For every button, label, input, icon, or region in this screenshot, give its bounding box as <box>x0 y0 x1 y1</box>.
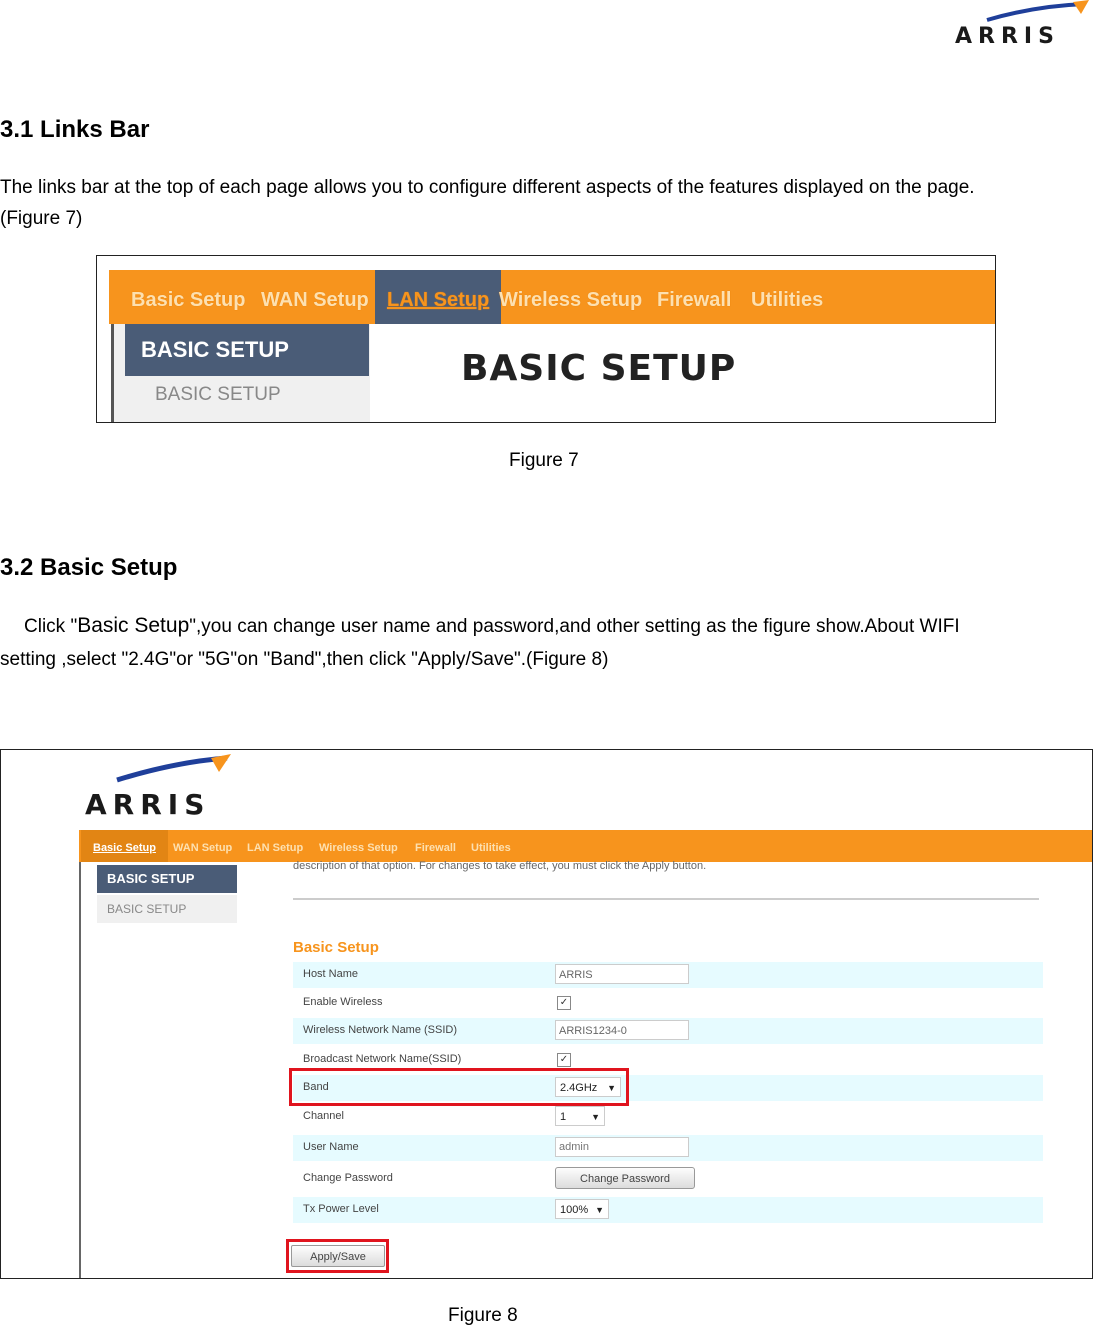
row-change-password <box>293 1166 1043 1192</box>
ssid-label: Wireless Network Name (SSID) <box>303 1024 458 1036</box>
divider <box>293 898 1039 900</box>
channel-select-value: 1 <box>560 1111 567 1123</box>
paragraph-links-bar-line1: The links bar at the top of each page allows you to configure different aspects of the features displayed on the page. <box>0 177 975 198</box>
tab-firewall[interactable]: Firewall <box>657 289 732 311</box>
ssid-input[interactable]: ARRIS1234-0 <box>555 1020 689 1040</box>
sidebar-border <box>79 862 81 1279</box>
broadcast-ssid-label: Broadcast Network Name(SSID) <box>303 1053 462 1065</box>
arris-logo-text: ARRIS <box>955 24 1060 49</box>
change-password-label: Change Password <box>303 1172 393 1184</box>
change-password-button[interactable]: Change Password <box>555 1167 695 1189</box>
tab-wan-setup[interactable]: WAN Setup <box>173 842 233 854</box>
arris-logo-text: ARRIS <box>85 788 211 821</box>
broadcast-ssid-checkbox[interactable]: ✓ <box>557 1053 571 1067</box>
sidebar-item-basic-setup[interactable]: BASIC SETUP <box>155 384 281 405</box>
apply-save-button[interactable]: Apply/Save <box>291 1245 385 1267</box>
paragraph-emphasis: Basic Setup <box>77 614 190 637</box>
row-user-name <box>293 1135 1043 1161</box>
page-description: description of that option. For changes to take effect, you must click the Apply button. <box>293 860 707 872</box>
band-label: Band <box>303 1081 329 1093</box>
user-name-input[interactable] <box>555 1137 689 1157</box>
tab-basic-setup[interactable]: Basic Setup <box>131 289 246 311</box>
enable-wireless-checkbox[interactable]: ✓ <box>557 996 571 1010</box>
tx-power-select-value: 100% <box>560 1204 589 1216</box>
arris-logo <box>85 754 235 824</box>
paragraph-basic-setup-line2: setting ,select "2.4G"or "5G"on "Band",then click "Apply/Save".(Figure 8) <box>0 649 609 670</box>
figure-7-caption: Figure 7 <box>509 450 579 471</box>
sidebar-heading[interactable]: BASIC SETUP <box>97 865 237 893</box>
tab-wan-setup[interactable]: WAN Setup <box>261 289 369 311</box>
tab-wireless-setup[interactable]: Wireless Setup <box>319 842 398 854</box>
sidebar-heading[interactable]: BASIC SETUP <box>125 324 369 376</box>
paragraph-text: Click " <box>24 616 78 637</box>
paragraph-basic-setup-line1 <box>24 610 960 642</box>
section-heading-links-bar: 3.1 Links Bar <box>0 116 150 143</box>
host-name-label: Host Name <box>303 968 359 980</box>
chevron-down-icon: ▼ <box>591 1112 600 1122</box>
tab-lan-setup[interactable]: LAN Setup <box>247 842 304 854</box>
tab-utilities[interactable]: Utilities <box>471 842 511 854</box>
row-tx-power <box>293 1197 1043 1223</box>
figure-7-screenshot <box>96 255 996 423</box>
chevron-down-icon: ▼ <box>607 1083 616 1093</box>
tx-power-label: Tx Power Level <box>303 1203 379 1215</box>
host-name-input[interactable]: ARRIS <box>555 964 689 984</box>
tab-firewall[interactable]: Firewall <box>415 842 456 854</box>
arris-logo <box>955 0 1090 52</box>
links-bar <box>79 830 1093 862</box>
page-title: BASIC SETUP <box>461 348 737 389</box>
tab-wireless-setup[interactable]: Wireless Setup <box>499 289 643 311</box>
row-enable-wireless <box>293 990 1043 1016</box>
apply-highlight-box <box>286 1239 389 1273</box>
tx-power-select[interactable] <box>555 1199 609 1219</box>
links-bar <box>109 270 995 324</box>
section-title: Basic Setup <box>293 939 379 956</box>
row-ssid <box>293 1018 1043 1044</box>
arris-swoosh-icon <box>985 0 1093 22</box>
paragraph-text: ",you can change user name and password,and other setting as the figure show.About WIFI <box>189 616 960 637</box>
channel-select[interactable] <box>555 1106 605 1126</box>
band-select-value: 2.4GHz <box>560 1082 598 1094</box>
tab-lan-setup[interactable]: LAN Setup <box>375 270 501 324</box>
chevron-down-icon: ▼ <box>595 1205 604 1215</box>
tab-utilities[interactable]: Utilities <box>751 289 824 311</box>
tab-basic-setup[interactable]: Basic Setup <box>81 830 168 862</box>
channel-label: Channel <box>303 1110 344 1122</box>
band-highlight-box <box>289 1068 629 1106</box>
enable-wireless-label: Enable Wireless <box>303 996 383 1008</box>
row-host-name <box>293 962 1043 988</box>
figure-8-caption: Figure 8 <box>448 1305 518 1326</box>
row-channel <box>293 1104 1043 1130</box>
sidebar-item-basic-setup[interactable]: BASIC SETUP <box>97 895 237 923</box>
user-name-label: User Name <box>303 1141 359 1153</box>
arris-swoosh-icon <box>115 754 235 784</box>
paragraph-links-bar-line2: (Figure 7) <box>0 208 83 229</box>
section-heading-basic-setup: 3.2 Basic Setup <box>0 554 178 581</box>
figure-8-screenshot <box>0 749 1093 1279</box>
